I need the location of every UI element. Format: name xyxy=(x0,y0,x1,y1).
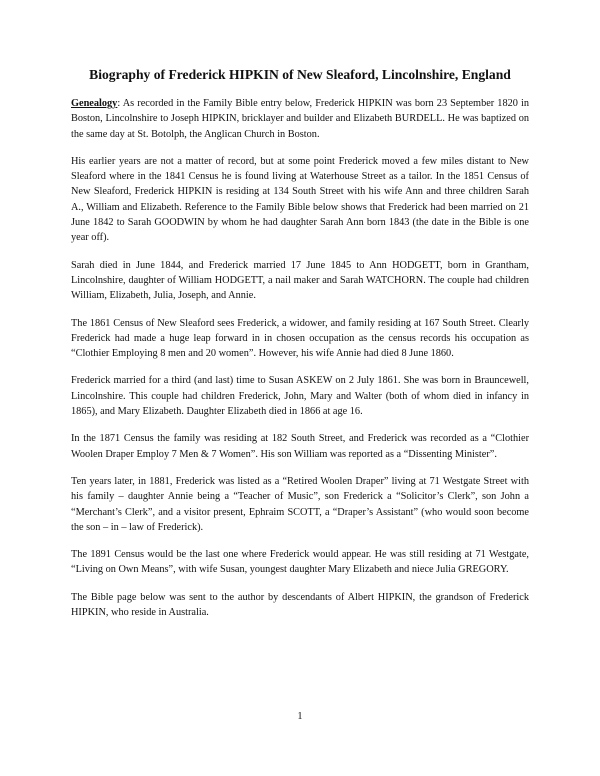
document-page xyxy=(71,66,529,632)
genealogy-text: : As recorded in the Family Bible entry below, Frederick HIPKIN was born 23 September 1820 in Boston, Lincolnshire to Joseph HIPKIN, bricklayer and builder and Elizabeth BURDELL. He was baptized on the same day at St. Botolph, the Anglican Church in Boston. xyxy=(71,98,529,140)
paragraph-third-marriage: Frederick married for a third (and last) time to Susan ASKEW on 2 July 1861. She was born in Brauncewell, Lincolnshire. This couple had children Frederick, John, Mary and Walter (both of whom died in infancy in 1865), and Mary Elizabeth. Daughter Elizabeth died in 1866 at age 16. xyxy=(71,375,529,418)
genealogy-heading: Genealogy xyxy=(71,98,118,109)
paragraph-early-years: His earlier years are not a matter of record, but at some point Frederick moved a few miles distant to New Sleaford where in the 1841 Census he is found living at Waterhouse Street as a tailor. In the 1851 Census of New Sleaford, Frederick HIPKIN is residing at 134 South Street with his wife Ann and three children Sarah A., William and Elizabeth. Reference to the Family Bible below shows that Frederick had been married on 21 June 1842 to Sarah GOODWIN by whom he had daughter Sarah Ann born 1843 (the date in the Bible is one year off). xyxy=(71,155,529,244)
paragraph-1891-census: The 1891 Census would be the last one where Frederick would appear. He was still residing at 71 Westgate, “Living on Own Means”, with wife Susan, youngest daughter Mary Elizabeth and niece Julia GREGORY. xyxy=(71,549,529,576)
page-number: 1 xyxy=(297,711,303,722)
paragraph-1881-census: Ten years later, in 1881, Frederick was listed as a “Retired Woolen Draper” living at 71 Westgate Street with his family – daughter Annie being a “Teacher of Music”, son Frederick a “Solicitor’s Clerk”, son John a “Merchant’s Clerk”, and a visitor present, Ephraim SCOTT, a “Draper’s Assistant” (who would soon become the son – in – law of Frederick). xyxy=(71,475,529,533)
genealogy-paragraph xyxy=(71,96,529,142)
document-title: Biography of Frederick HIPKIN of New Sleaford, Lincolnshire, England xyxy=(89,67,511,82)
paragraph-1861-census: The 1861 Census of New Sleaford sees Frederick, a widower, and family residing at 167 South Street. Clearly Frederick had made a huge leap forward in in chosen occupation as the census records his occupation as “Clothier Employing 8 men and 20 women”. However, his wife Annie had died 8 June 1860. xyxy=(71,317,529,360)
paragraph-1871-census: In the 1871 Census the family was residing at 182 South Street, and Frederick was recorded as a “Clothier Woolen Draper Employ 7 Men & 7 Women”. His son William was reported as a “Dissenting Minister”. xyxy=(71,433,529,460)
paragraph-second-marriage: Sarah died in June 1844, and Frederick married 17 June 1845 to Ann HODGETT, born in Grantham, Lincolnshire, daughter of William HODGETT, a nail maker and Sarah WATCHORN. The couple had children William, Elizabeth, Julia, Joseph, and Annie. xyxy=(71,259,529,302)
paragraph-bible-page: The Bible page below was sent to the author by descendants of Albert HIPKIN, the grandson of Frederick HIPKIN, who reside in Australia. xyxy=(71,591,529,619)
